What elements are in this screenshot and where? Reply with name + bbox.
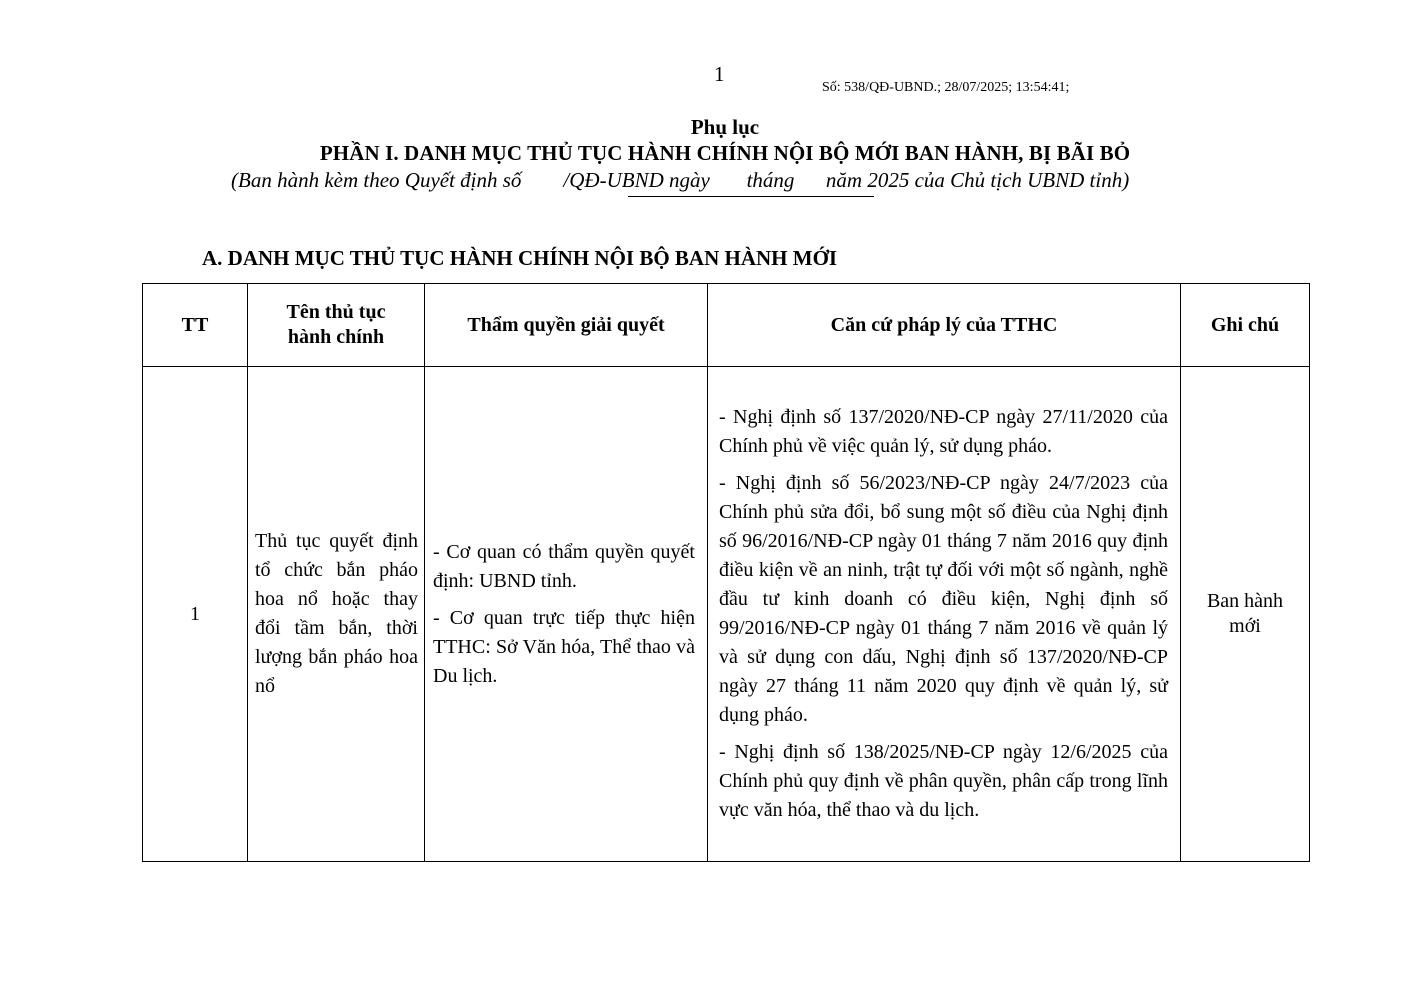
procedure-name: Thủ tục quyết định tổ chức bắn pháo hoa nổ hoặc thay đổi tầm bắn, thời lượng bắn pháo hoa nổ xyxy=(255,530,418,697)
column-header-tt: TT xyxy=(143,284,248,367)
document-stamp: Số: 538/QĐ-UBND.; 28/07/2025; 13:54:41; xyxy=(822,80,1070,95)
row-tt-cell: 1 xyxy=(143,367,248,862)
column-header-name: Tên thủ tục hành chính xyxy=(248,284,425,367)
section-heading: A. DANH MỤC THỦ TỤC HÀNH CHÍNH NỘI BỘ BAN HÀNH MỚI xyxy=(202,246,838,270)
note-text: Ban hành mới xyxy=(1206,590,1284,637)
row-note-cell xyxy=(1181,367,1310,862)
column-header-authority: Thẩm quyền giải quyết xyxy=(425,284,708,367)
date-underline xyxy=(628,196,874,197)
authority-item: - Cơ quan trực tiếp thực hiện TTHC: Sở Văn hóa, Thể thao và Du lịch. xyxy=(433,606,695,687)
issuance-line: (Ban hành kèm theo Quyết định số /QĐ-UBND ngày tháng năm 2025 của Chủ tịch UBND tỉnh) xyxy=(231,168,1130,192)
table-row xyxy=(143,367,1310,862)
legal-basis-item: - Nghị định số 138/2025/NĐ-CP ngày 12/6/2025 của Chính phủ quy định về phân quyền, phân cấp trong lĩnh vực văn hóa, thể thao và du lịch. xyxy=(719,741,1168,821)
appendix-title: Phụ lục xyxy=(690,115,760,139)
row-legal-basis-cell xyxy=(708,367,1181,862)
legal-basis-item: - Nghị định số 137/2020/NĐ-CP ngày 27/11/2020 của Chính phủ về việc quản lý, sử dụng pháo. xyxy=(719,406,1168,457)
column-header-note: Ghi chú xyxy=(1181,284,1310,367)
page-number: 1 xyxy=(714,62,725,86)
column-header-legal-basis: Căn cứ pháp lý của TTHC xyxy=(708,284,1181,367)
table-header-row xyxy=(143,284,1310,367)
authority-item: - Cơ quan có thẩm quyền quyết định: UBND tỉnh. xyxy=(433,540,695,592)
row-authority-cell xyxy=(425,367,708,862)
legal-basis-item: - Nghị định số 56/2023/NĐ-CP ngày 24/7/2023 của Chính phủ sửa đổi, bổ sung một số điều của Nghị định số 96/2016/NĐ-CP ngày 01 tháng 7 năm 2016 quy định điều kiện về an ninh, trật tự đối với một số ngành, nghề đầu tư kinh doanh có điều kiện, Nghị định số 99/2016/NĐ-CP ngày 01 tháng 7 năm 2016 về quản lý và sử dụng con dấu, Nghị định số 137/2020/NĐ-CP ngày 27 tháng 11 năm 2020 quy định về quản lý, sử dụng pháo. xyxy=(719,472,1168,726)
row-name-cell xyxy=(248,367,425,862)
part-title: PHẦN I. DANH MỤC THỦ TỤC HÀNH CHÍNH NỘI BỘ MỚI BAN HÀNH, BỊ BÃI BỎ xyxy=(319,141,1131,165)
procedures-table xyxy=(142,283,1310,862)
